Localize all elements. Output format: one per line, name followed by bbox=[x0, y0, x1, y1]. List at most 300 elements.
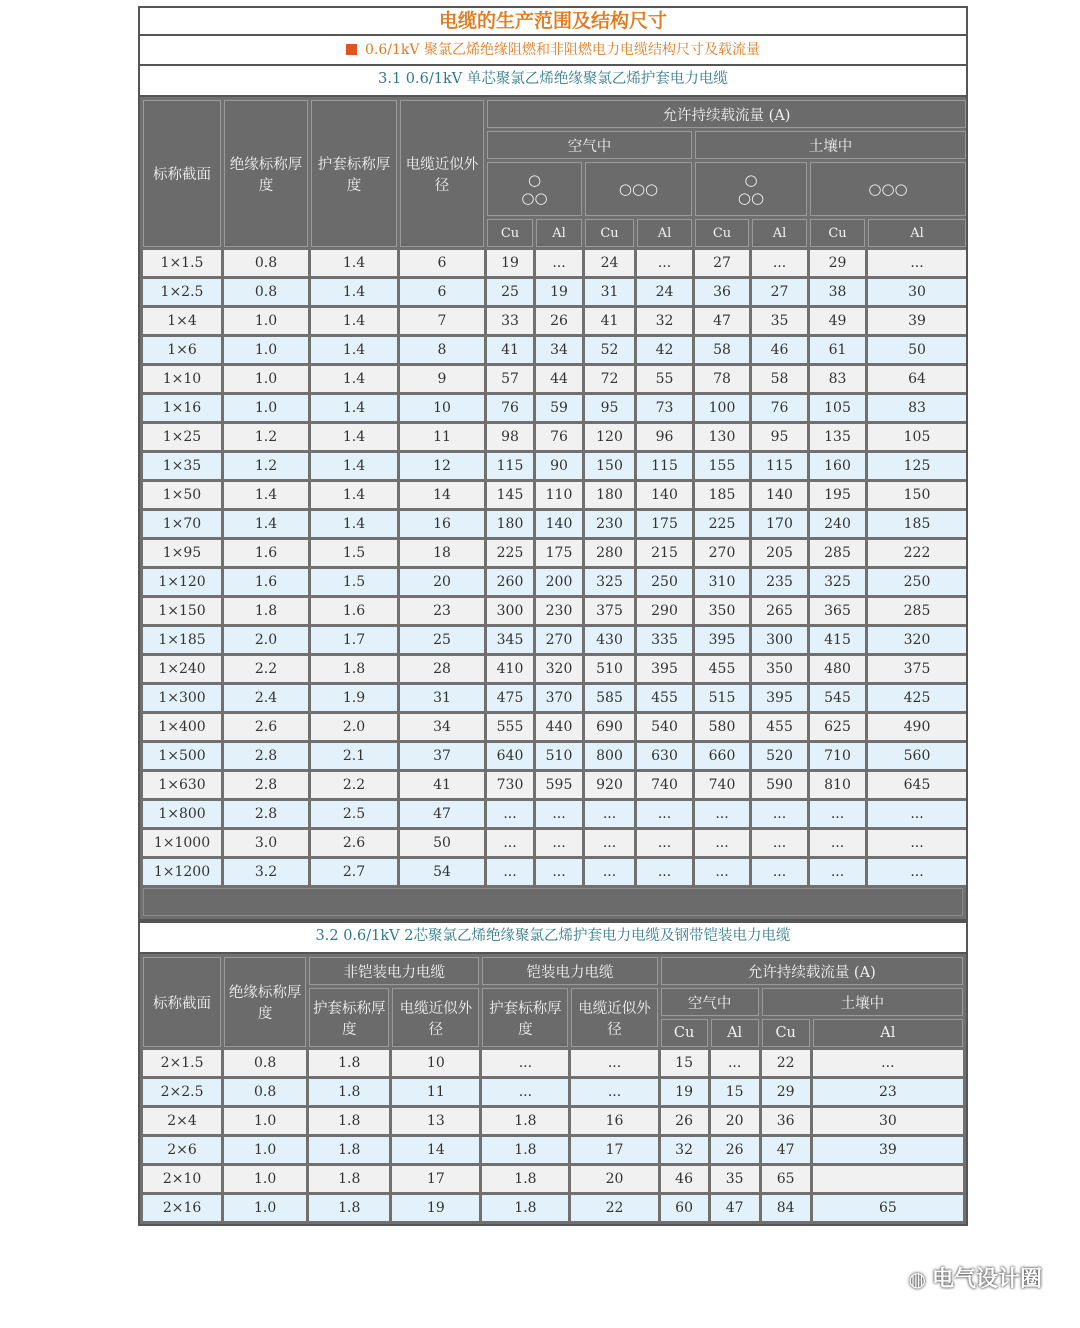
table-cell: 1×1.5 bbox=[143, 250, 221, 276]
table-row bbox=[143, 569, 966, 595]
table-cell: 115 bbox=[487, 453, 533, 479]
table-cell: 47 bbox=[695, 308, 749, 334]
table-cell: 185 bbox=[695, 482, 749, 508]
table-cell: 15 bbox=[711, 1079, 759, 1105]
table-cell: 810 bbox=[810, 772, 865, 798]
table-cell: 1.4 bbox=[224, 482, 308, 508]
table-cell: 1.8 bbox=[309, 1050, 389, 1076]
table-cell: ... bbox=[536, 859, 582, 885]
table-cell: 64 bbox=[868, 366, 966, 392]
table-cell: 455 bbox=[637, 685, 692, 711]
table-cell: 425 bbox=[868, 685, 966, 711]
table-cell: 415 bbox=[810, 627, 865, 653]
table-cell: 95 bbox=[752, 424, 807, 450]
table-cell: 215 bbox=[637, 540, 692, 566]
table-cell: 31 bbox=[585, 279, 634, 305]
table-cell: ... bbox=[571, 1079, 657, 1105]
table-cell: 46 bbox=[661, 1166, 708, 1192]
table-cell: 1.2 bbox=[224, 424, 308, 450]
table-cell: 16 bbox=[571, 1108, 657, 1134]
table-cell: 1.4 bbox=[311, 279, 397, 305]
header-sheath: 护套标称厚度 bbox=[311, 100, 397, 247]
table-cell: ... bbox=[637, 250, 692, 276]
table-cell: 1.8 bbox=[482, 1166, 568, 1192]
table-cell: 12 bbox=[400, 453, 484, 479]
table-cell: 195 bbox=[810, 482, 865, 508]
table-cell: 2.2 bbox=[311, 772, 397, 798]
table-cell: 83 bbox=[810, 366, 865, 392]
table-cell: 1.0 bbox=[224, 1108, 306, 1134]
header-cu: Cu bbox=[762, 1019, 810, 1047]
table-row bbox=[143, 1079, 963, 1105]
table-row bbox=[143, 627, 966, 653]
table-cell: 395 bbox=[752, 685, 807, 711]
table-cell: 1.4 bbox=[311, 453, 397, 479]
header-diameter: 电缆近似外径 bbox=[400, 100, 484, 247]
header-al: Al bbox=[536, 219, 582, 247]
table-cell: 1.0 bbox=[224, 1137, 306, 1163]
table-cell: 125 bbox=[868, 453, 966, 479]
table-cell: 320 bbox=[536, 656, 582, 682]
table-cell: ... bbox=[585, 801, 634, 827]
table-cell: 36 bbox=[695, 279, 749, 305]
header-current: 允许持续载流量 (A) bbox=[487, 100, 966, 128]
table-cell: 110 bbox=[536, 482, 582, 508]
document-subtitle bbox=[138, 34, 968, 64]
table-cell: 1×95 bbox=[143, 540, 221, 566]
table-cell: 510 bbox=[585, 656, 634, 682]
table-cell: 17 bbox=[571, 1137, 657, 1163]
table-cell: 590 bbox=[752, 772, 807, 798]
table-cell: 1.8 bbox=[309, 1137, 389, 1163]
table-cell: ... bbox=[536, 250, 582, 276]
table-cell: 25 bbox=[400, 627, 484, 653]
table-cell: 20 bbox=[400, 569, 484, 595]
header-current: 允许持续载流量 (A) bbox=[661, 957, 963, 985]
header-unarmored: 非铠装电力电缆 bbox=[309, 957, 479, 985]
table-cell: 3.2 bbox=[224, 859, 308, 885]
table-cell: ... bbox=[637, 830, 692, 856]
table-cell: 78 bbox=[695, 366, 749, 392]
table-cell: 41 bbox=[585, 308, 634, 334]
table-row bbox=[143, 1166, 963, 1192]
table-cell: 24 bbox=[585, 250, 634, 276]
watermark-text: 电气设计圈 bbox=[931, 1267, 1042, 1292]
table-cell: 1.4 bbox=[311, 250, 397, 276]
table-cell: 100 bbox=[695, 395, 749, 421]
table-cell: 1.4 bbox=[311, 308, 397, 334]
table-row bbox=[143, 424, 966, 450]
table-cell: 2×10 bbox=[143, 1166, 221, 1192]
table-cell: ... bbox=[752, 830, 807, 856]
section1-table-wrap bbox=[138, 95, 968, 921]
table-cell: ... bbox=[695, 830, 749, 856]
table-cell: 36 bbox=[762, 1108, 810, 1134]
table-cell: 375 bbox=[868, 656, 966, 682]
table-cell: ... bbox=[868, 801, 966, 827]
table-cell: 120 bbox=[585, 424, 634, 450]
table-cell: ... bbox=[482, 1050, 568, 1076]
table-cell: 1.0 bbox=[224, 366, 308, 392]
table-cell: 1.4 bbox=[311, 395, 397, 421]
table-cell: 222 bbox=[868, 540, 966, 566]
table-cell: 76 bbox=[487, 395, 533, 421]
section2-title: 3.2 0.6/1kV 2芯聚氯乙烯绝缘聚氯乙烯护套电力电缆及钢带铠装电力电缆 bbox=[138, 921, 968, 952]
header-air: 空气中 bbox=[487, 131, 692, 159]
table-cell: 2×16 bbox=[143, 1195, 221, 1221]
table-cell: 105 bbox=[810, 395, 865, 421]
table-cell: 140 bbox=[637, 482, 692, 508]
table-cell: 54 bbox=[400, 859, 484, 885]
document-title: 电缆的生产范围及结构尺寸 bbox=[138, 6, 968, 34]
table-cell: 20 bbox=[571, 1166, 657, 1192]
table-cell: 7 bbox=[400, 308, 484, 334]
header-air: 空气中 bbox=[661, 988, 759, 1016]
table-cell: ... bbox=[752, 859, 807, 885]
table-cell: 1×1200 bbox=[143, 859, 221, 885]
table-cell: 15 bbox=[661, 1050, 708, 1076]
table-cell: 515 bbox=[695, 685, 749, 711]
table-footer-bar bbox=[143, 888, 963, 916]
table-cell: 1.8 bbox=[309, 1195, 389, 1221]
table-cell: ... bbox=[711, 1050, 759, 1076]
table-cell: 18 bbox=[400, 540, 484, 566]
table-cell: 1×185 bbox=[143, 627, 221, 653]
table-cell: 660 bbox=[695, 743, 749, 769]
header-al: Al bbox=[637, 219, 692, 247]
table-cell: 1.8 bbox=[224, 598, 308, 624]
table-cell: 95 bbox=[585, 395, 634, 421]
wechat-icon: ◍ bbox=[908, 1267, 926, 1291]
table-cell: ... bbox=[810, 830, 865, 856]
table-cell: 37 bbox=[400, 743, 484, 769]
table-cell: 11 bbox=[400, 424, 484, 450]
table-cell: 61 bbox=[810, 337, 865, 363]
table-cell: 58 bbox=[752, 366, 807, 392]
table-cell: 39 bbox=[868, 308, 966, 334]
table-cell: 160 bbox=[810, 453, 865, 479]
table-cell: 475 bbox=[487, 685, 533, 711]
table-cell: 645 bbox=[868, 772, 966, 798]
table-cell: 11 bbox=[392, 1079, 479, 1105]
table-cell: ... bbox=[487, 859, 533, 885]
header-section-area: 标称截面 bbox=[143, 957, 221, 1047]
table-cell: 510 bbox=[536, 743, 582, 769]
table-cell: 1×25 bbox=[143, 424, 221, 450]
table-cell: 2.0 bbox=[224, 627, 308, 653]
table-row bbox=[143, 859, 966, 885]
table-cell: 2.0 bbox=[311, 714, 397, 740]
table-cell: 2×1.5 bbox=[143, 1050, 221, 1076]
table-cell: 31 bbox=[400, 685, 484, 711]
table-cell: 65 bbox=[813, 1195, 963, 1221]
table-cell: 44 bbox=[536, 366, 582, 392]
table-cell: 230 bbox=[585, 511, 634, 537]
table-row bbox=[143, 540, 966, 566]
table-cell: 350 bbox=[752, 656, 807, 682]
section2-table-wrap bbox=[138, 952, 968, 1226]
table-cell: 39 bbox=[813, 1137, 963, 1163]
table-cell: 2×2.5 bbox=[143, 1079, 221, 1105]
table-cell: 440 bbox=[536, 714, 582, 740]
table-cell: 115 bbox=[752, 453, 807, 479]
table-cell: 595 bbox=[536, 772, 582, 798]
table-cell: 1×2.5 bbox=[143, 279, 221, 305]
table-cell: 270 bbox=[695, 540, 749, 566]
table-cell: 2.6 bbox=[311, 830, 397, 856]
table-cell: 16 bbox=[400, 511, 484, 537]
table-cell: ... bbox=[571, 1050, 657, 1076]
table-cell: 175 bbox=[637, 511, 692, 537]
table-cell: 1.8 bbox=[482, 1108, 568, 1134]
table-cell: 2×6 bbox=[143, 1137, 221, 1163]
table-cell: 740 bbox=[695, 772, 749, 798]
table-cell: 455 bbox=[752, 714, 807, 740]
table-cell: 365 bbox=[810, 598, 865, 624]
header-al: Al bbox=[868, 219, 966, 247]
header-insulation: 绝缘标称厚度 bbox=[224, 957, 306, 1047]
table-cell: 140 bbox=[752, 482, 807, 508]
table-cell: 350 bbox=[695, 598, 749, 624]
header-section-area: 标称截面 bbox=[143, 100, 221, 247]
table-cell: 27 bbox=[695, 250, 749, 276]
table-cell: 265 bbox=[752, 598, 807, 624]
table-cell: 690 bbox=[585, 714, 634, 740]
table-cell: 585 bbox=[585, 685, 634, 711]
table-cell: 1.4 bbox=[311, 337, 397, 363]
table-cell: 170 bbox=[752, 511, 807, 537]
table-cell: 38 bbox=[810, 279, 865, 305]
table-cell: 35 bbox=[752, 308, 807, 334]
table-cell: 800 bbox=[585, 743, 634, 769]
table-cell: 25 bbox=[487, 279, 533, 305]
table-cell: 2.5 bbox=[311, 801, 397, 827]
header-soil: 土壤中 bbox=[762, 988, 963, 1016]
table-cell: 115 bbox=[637, 453, 692, 479]
table-cell bbox=[813, 1166, 963, 1192]
table-cell: 150 bbox=[868, 482, 966, 508]
table-cell: 1.8 bbox=[482, 1195, 568, 1221]
table-cell: 375 bbox=[585, 598, 634, 624]
table-cell: 105 bbox=[868, 424, 966, 450]
table-cell: 72 bbox=[585, 366, 634, 392]
table-cell: 1×630 bbox=[143, 772, 221, 798]
table-cell: 555 bbox=[487, 714, 533, 740]
table-cell: 370 bbox=[536, 685, 582, 711]
table-cell: 180 bbox=[585, 482, 634, 508]
table-cell: ... bbox=[637, 859, 692, 885]
table-cell: 84 bbox=[762, 1195, 810, 1221]
table-cell: 1×10 bbox=[143, 366, 221, 392]
table-cell: 2.1 bbox=[311, 743, 397, 769]
table-cell: 300 bbox=[752, 627, 807, 653]
table-cell: 41 bbox=[400, 772, 484, 798]
table-cell: 50 bbox=[400, 830, 484, 856]
table-cell: 1.8 bbox=[309, 1166, 389, 1192]
header-cu: Cu bbox=[585, 219, 634, 247]
table-cell: 580 bbox=[695, 714, 749, 740]
table-cell: 1.4 bbox=[311, 366, 397, 392]
table-cell: 180 bbox=[487, 511, 533, 537]
table-cell: 22 bbox=[762, 1050, 810, 1076]
table-row bbox=[143, 1195, 963, 1221]
table-cell: 47 bbox=[400, 801, 484, 827]
table-cell: 2×4 bbox=[143, 1108, 221, 1134]
table-cell: ... bbox=[813, 1050, 963, 1076]
table-cell: 130 bbox=[695, 424, 749, 450]
header-diameter: 电缆近似外径 bbox=[392, 988, 479, 1047]
table-cell: 140 bbox=[536, 511, 582, 537]
table-cell: 1.7 bbox=[311, 627, 397, 653]
table-cell: 26 bbox=[711, 1137, 759, 1163]
table-cell: 2.8 bbox=[224, 801, 308, 827]
table-row bbox=[143, 279, 966, 305]
table-cell: ... bbox=[868, 250, 966, 276]
header-triangle-layout: ○ ○○ bbox=[695, 162, 807, 216]
table-cell: 1×500 bbox=[143, 743, 221, 769]
table-cell: ... bbox=[585, 830, 634, 856]
table-cell: 1×16 bbox=[143, 395, 221, 421]
table-cell: ... bbox=[536, 830, 582, 856]
table-cell: 145 bbox=[487, 482, 533, 508]
table-cell: 76 bbox=[536, 424, 582, 450]
table-row bbox=[143, 482, 966, 508]
table-cell: 1.5 bbox=[311, 569, 397, 595]
table-cell: 14 bbox=[400, 482, 484, 508]
table-cell: 8 bbox=[400, 337, 484, 363]
table-cell: 1.9 bbox=[311, 685, 397, 711]
table-cell: 175 bbox=[536, 540, 582, 566]
table-cell: 2.2 bbox=[224, 656, 308, 682]
table-cell: 1.4 bbox=[311, 482, 397, 508]
table-row bbox=[143, 337, 966, 363]
table-cell: 395 bbox=[695, 627, 749, 653]
table-cell: 0.8 bbox=[224, 250, 308, 276]
document-page bbox=[138, 6, 968, 1226]
table-cell: 410 bbox=[487, 656, 533, 682]
table-cell: 47 bbox=[711, 1195, 759, 1221]
table-row bbox=[143, 1137, 963, 1163]
table-cell: 57 bbox=[487, 366, 533, 392]
table-cell: 34 bbox=[400, 714, 484, 740]
table-cell: 96 bbox=[637, 424, 692, 450]
table-row bbox=[143, 250, 966, 276]
table-cell: 30 bbox=[868, 279, 966, 305]
table-cell: 65 bbox=[762, 1166, 810, 1192]
table-cell: 455 bbox=[695, 656, 749, 682]
table-cell: 33 bbox=[487, 308, 533, 334]
table-cell: 22 bbox=[571, 1195, 657, 1221]
table-cell: 6 bbox=[400, 279, 484, 305]
table-row bbox=[143, 685, 966, 711]
table-cell: 83 bbox=[868, 395, 966, 421]
table-cell: 50 bbox=[868, 337, 966, 363]
table-cell: 640 bbox=[487, 743, 533, 769]
table-cell: 325 bbox=[585, 569, 634, 595]
header-diameter: 电缆近似外径 bbox=[571, 988, 657, 1047]
header-armored: 铠装电力电缆 bbox=[482, 957, 657, 985]
table-cell: 19 bbox=[487, 250, 533, 276]
table-cell: 98 bbox=[487, 424, 533, 450]
section2-table-body bbox=[143, 1050, 963, 1221]
table-cell: 1×800 bbox=[143, 801, 221, 827]
table-cell: 2.4 bbox=[224, 685, 308, 711]
table-cell: 155 bbox=[695, 453, 749, 479]
table-cell: 41 bbox=[487, 337, 533, 363]
document-subtitle-text: 0.6/1kV 聚氯乙烯绝缘阻燃和非阻燃电力电缆结构尺寸及载流量 bbox=[365, 42, 760, 58]
table-cell: 32 bbox=[637, 308, 692, 334]
table-cell: 1.6 bbox=[224, 540, 308, 566]
table-cell: 235 bbox=[752, 569, 807, 595]
table-cell: 285 bbox=[810, 540, 865, 566]
table-cell: 545 bbox=[810, 685, 865, 711]
table-cell: 200 bbox=[536, 569, 582, 595]
header-sheath: 护套标称厚度 bbox=[482, 988, 568, 1047]
table-cell: 29 bbox=[810, 250, 865, 276]
table-cell: 285 bbox=[868, 598, 966, 624]
table-cell: ... bbox=[695, 859, 749, 885]
table-cell: ... bbox=[752, 801, 807, 827]
table-row bbox=[143, 366, 966, 392]
table-cell: ... bbox=[536, 801, 582, 827]
table-row bbox=[143, 801, 966, 827]
table-cell: 42 bbox=[637, 337, 692, 363]
header-flat-layout: ○○○ bbox=[585, 162, 692, 216]
table-cell: 19 bbox=[392, 1195, 479, 1221]
table-cell: ... bbox=[868, 859, 966, 885]
section1-table-body bbox=[143, 250, 966, 885]
table-cell: 1×1000 bbox=[143, 830, 221, 856]
table-cell: 90 bbox=[536, 453, 582, 479]
table-cell: 55 bbox=[637, 366, 692, 392]
table-cell: 290 bbox=[637, 598, 692, 624]
table-cell: 73 bbox=[637, 395, 692, 421]
header-cu: Cu bbox=[695, 219, 749, 247]
table-cell: ... bbox=[585, 859, 634, 885]
section1-table bbox=[140, 97, 969, 888]
table-cell: 19 bbox=[661, 1079, 708, 1105]
table-cell: 1.0 bbox=[224, 1195, 306, 1221]
table-cell: 1.4 bbox=[311, 511, 397, 537]
header-flat-layout: ○○○ bbox=[810, 162, 966, 216]
orange-square-icon bbox=[346, 44, 357, 55]
table-cell: 27 bbox=[752, 279, 807, 305]
table-cell: 1×400 bbox=[143, 714, 221, 740]
table-cell: 395 bbox=[637, 656, 692, 682]
section2-table bbox=[140, 954, 966, 1224]
table-cell: 2.8 bbox=[224, 743, 308, 769]
table-cell: 225 bbox=[695, 511, 749, 537]
table-row bbox=[143, 830, 966, 856]
table-cell: 3.0 bbox=[224, 830, 308, 856]
table-row bbox=[143, 511, 966, 537]
table-cell: 730 bbox=[487, 772, 533, 798]
table-row bbox=[143, 1108, 963, 1134]
table-cell: ... bbox=[810, 859, 865, 885]
table-cell: 560 bbox=[868, 743, 966, 769]
header-cu: Cu bbox=[487, 219, 533, 247]
header-al: Al bbox=[813, 1019, 963, 1047]
table-cell: 59 bbox=[536, 395, 582, 421]
header-cu: Cu bbox=[661, 1019, 708, 1047]
header-soil: 土壤中 bbox=[695, 131, 966, 159]
table-cell: 250 bbox=[868, 569, 966, 595]
table-cell: 1.8 bbox=[482, 1137, 568, 1163]
table-cell: 540 bbox=[637, 714, 692, 740]
table-cell: 490 bbox=[868, 714, 966, 740]
table-cell: 280 bbox=[585, 540, 634, 566]
table-cell: 0.8 bbox=[224, 279, 308, 305]
